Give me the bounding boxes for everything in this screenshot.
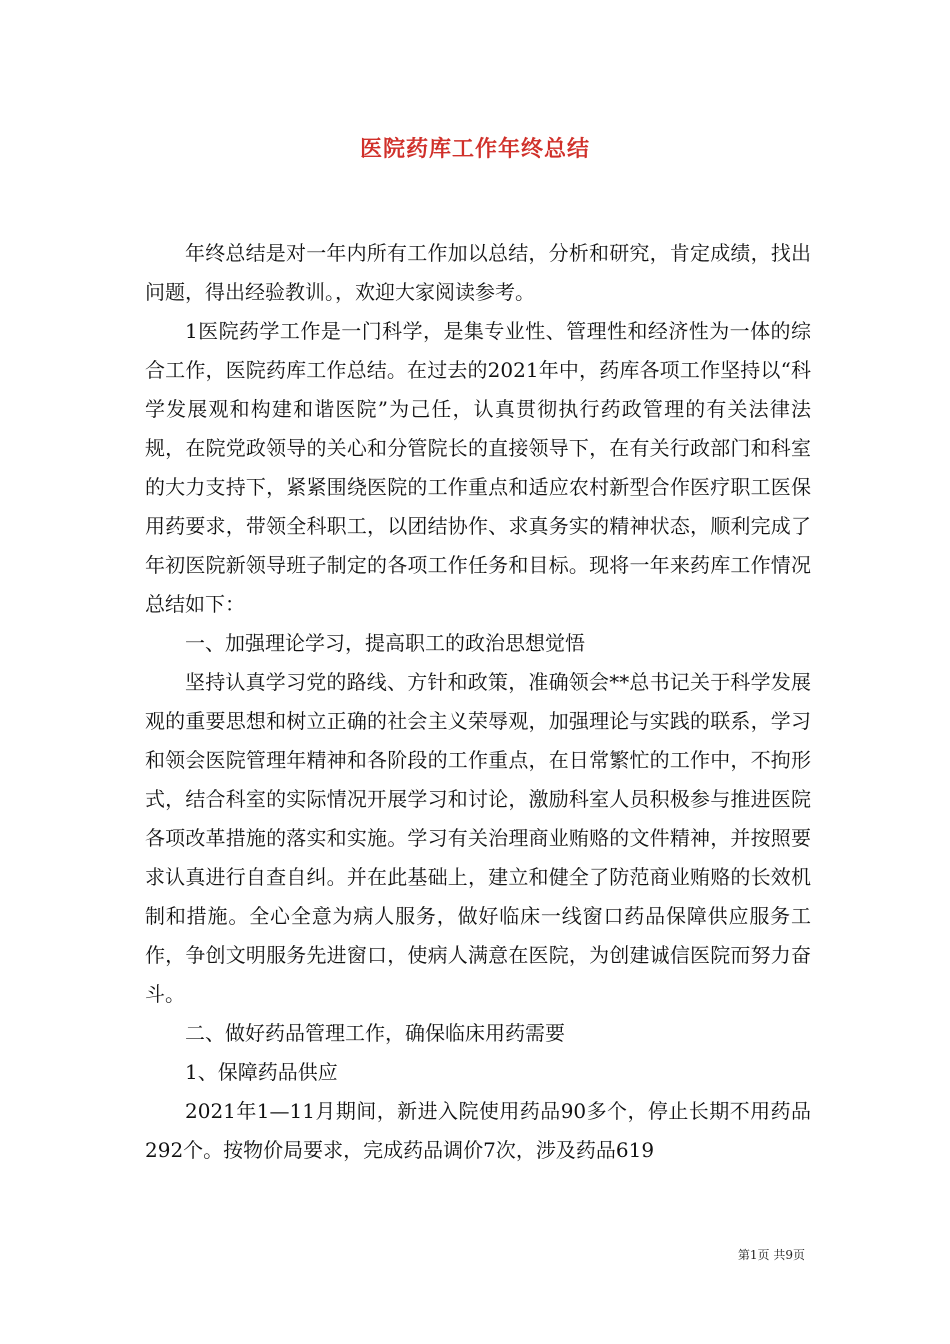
paragraph-theory-study: 坚持认真学习党的路线、方针和政策，准确领会**总书记关于科学发展观的重要思想和树立正确的社会主义荣辱观，加强理论与实践的联系，学习和领会医院管理年精神和各阶段的工作重点，在日常繁忙的工作中，不拘形式，结合科室的实际情况开展学习和讨论，激励科室人员积极参与推进医院各项改革措施的落实和实施。学习有关治理商业贿赂的文件精神，并按照要求认真进行自查自纠。并在此基础上，建立和健全了防范商业贿赂的长效机制和措施。全心全意为病人服务，做好临床一线窗口药品保障供应服务工作，争创文明服务先进窗口，使病人满意在医院，为创建诚信医院而努力奋斗。 [145, 670, 811, 1006]
page-number: 第1页 共9页 [737, 1248, 805, 1262]
section-heading-1: 一、加强理论学习，提高职工的政治思想觉悟 [185, 631, 585, 655]
subsection-heading-1: 1、保障药品供应 [185, 1060, 338, 1084]
document-body [145, 234, 811, 1170]
paragraph-supply: 2021年1—11月期间，新进入院使用药品90多个，停止长期不用药品292个。按物价局要求，完成药品调价7次，涉及药品619 [145, 1099, 811, 1162]
section-heading-2: 二、做好药品管理工作，确保临床用药需要 [185, 1021, 565, 1045]
paragraph-intro: 年终总结是对一年内所有工作加以总结，分析和研究，肯定成绩，找出问题，得出经验教训。，欢迎大家阅读参考。 [145, 241, 811, 304]
document-title: 医院药库工作年终总结 [359, 136, 590, 162]
paragraph-overview: 1医院药学工作是一门科学，是集专业性、管理性和经济性为一体的综合工作，医院药库工作总结。在过去的2021年中，药库各项工作坚持以“科学发展观和构建和谐医院”为己任，认真贯彻执行药政管理的有关法律法规，在院党政领导的关心和分管院长的直接领导下，在有关行政部门和科室的大力支持下，紧紧围绕医院的工作重点和适应农村新型合作医疗职工医保用药要求，带领全科职工，以团结协作、求真务实的精神状态，顺利完成了年初医院新领导班子制定的各项工作任务和目标。现将一年来药库工作情况总结如下： [145, 319, 811, 616]
